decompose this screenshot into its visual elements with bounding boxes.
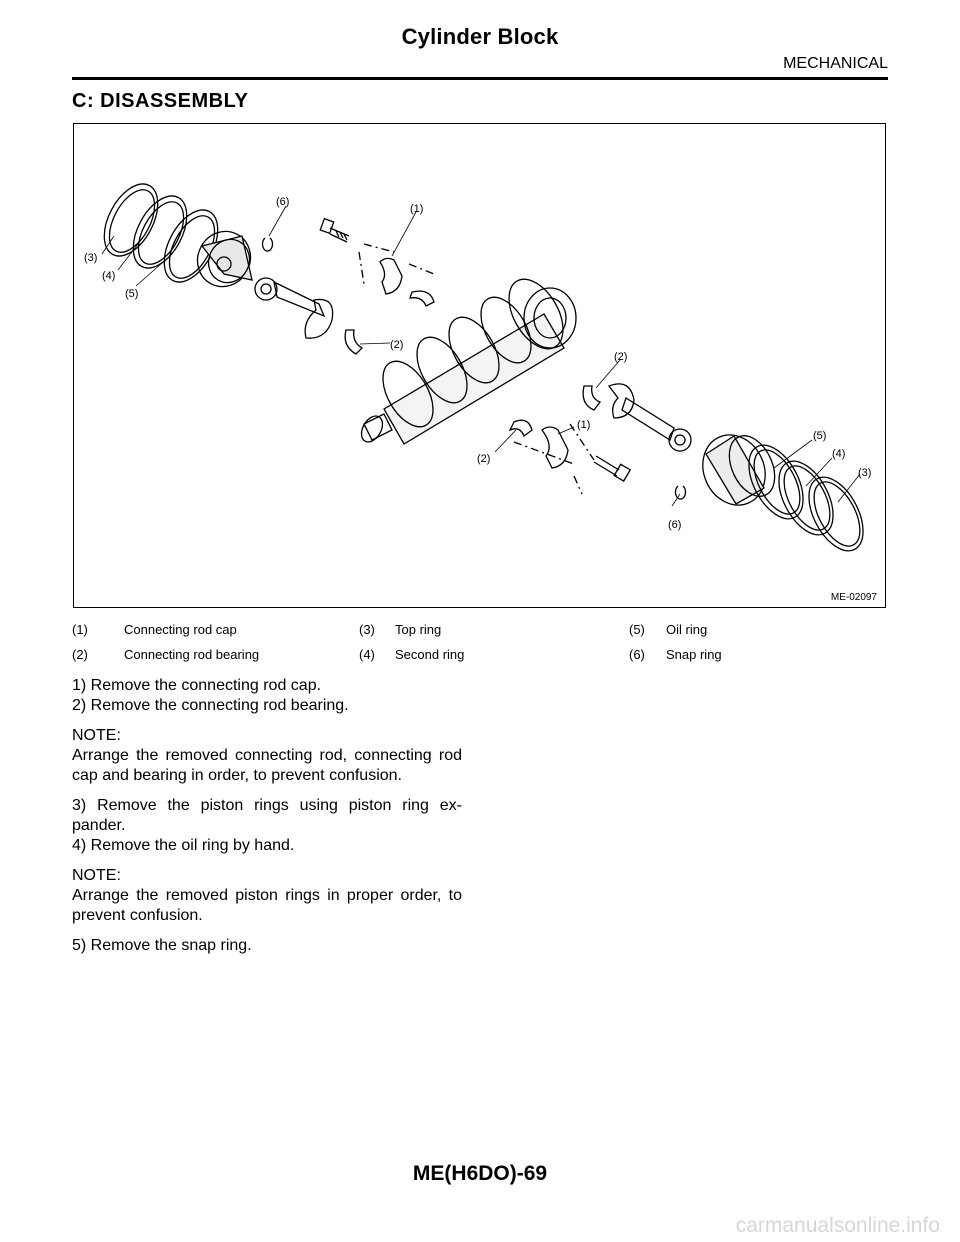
left-bolt xyxy=(320,219,349,242)
section-heading: C: DISASSEMBLY xyxy=(72,90,249,112)
right-bearing-upper xyxy=(583,386,600,410)
callout-4-left: (4) xyxy=(102,270,116,282)
page-code: ME(H6DO)-69 xyxy=(412,1162,548,1185)
callout-5-left: (5) xyxy=(125,288,139,300)
legend-num: (6) xyxy=(629,647,645,662)
section-tag: MECHANICAL xyxy=(783,55,888,72)
legend-num: (2) xyxy=(72,647,88,662)
callout-1-right: (1) xyxy=(577,419,591,431)
right-bearing-lower xyxy=(510,420,532,436)
exploded-diagram xyxy=(73,123,886,608)
legend-num: (4) xyxy=(359,647,375,662)
legend-num: (3) xyxy=(359,622,375,637)
callout-4-right: (4) xyxy=(832,448,846,460)
diagram-illustration xyxy=(74,124,885,607)
callout-2-right-lower: (2) xyxy=(477,453,491,465)
callout-6-left: (6) xyxy=(276,196,290,208)
left-bearing-lower xyxy=(345,330,362,354)
figure-legend xyxy=(72,622,888,672)
callout-3-right: (3) xyxy=(858,467,872,479)
right-bolt xyxy=(594,456,630,481)
legend-row xyxy=(72,622,888,647)
watermark: carmanualsonline.info xyxy=(735,1214,940,1237)
legend-label: Top ring xyxy=(395,622,442,637)
left-second-ring xyxy=(122,187,197,277)
left-snap-ring xyxy=(263,238,273,251)
callout-1-left: (1) xyxy=(410,203,424,215)
header-rule xyxy=(72,77,888,80)
right-connecting-rod xyxy=(609,384,691,451)
callout-6-right: (6) xyxy=(668,519,682,531)
step-5: 5) Remove the snap ring. xyxy=(72,937,252,954)
callout-3-left: (3) xyxy=(84,252,98,264)
callout-2-right-upper: (2) xyxy=(614,351,628,363)
figure-id: ME-02097 xyxy=(830,592,877,603)
left-connecting-rod xyxy=(255,278,333,338)
procedure-text xyxy=(72,676,462,956)
note-label: NOTE: xyxy=(72,867,121,884)
step-1: 1) Remove the connecting rod cap. xyxy=(72,677,322,694)
callout-5-right: (5) xyxy=(813,430,827,442)
right-rod-cap xyxy=(542,427,568,468)
right-piston xyxy=(692,425,784,516)
crankshaft xyxy=(357,270,576,446)
left-rod-cap xyxy=(380,258,402,294)
step-4: 4) Remove the oil ring by hand. xyxy=(72,837,295,854)
note-text: Arrange the removed piston rings in proper order, to prevent confusion. xyxy=(72,887,462,924)
page-title: Cylinder Block xyxy=(401,24,559,49)
left-top-ring xyxy=(93,175,168,265)
legend-row xyxy=(72,647,888,672)
legend-label: Oil ring xyxy=(666,622,708,637)
legend-num: (5) xyxy=(629,622,645,637)
legend-label: Second ring xyxy=(395,647,465,662)
right-second-ring xyxy=(768,452,844,543)
left-bearing-upper xyxy=(410,291,434,306)
note-text: Arrange the removed connecting rod, connecting rod cap and bearing in order, to prevent confusion. xyxy=(72,747,462,784)
right-snap-ring xyxy=(676,486,686,499)
legend-num: (1) xyxy=(72,622,88,637)
note-label: NOTE: xyxy=(72,727,121,744)
legend-label: Connecting rod cap xyxy=(124,622,237,637)
left-piston xyxy=(188,222,260,296)
step-3: 3) Remove the piston rings using piston ring ex-pander. xyxy=(72,797,462,834)
legend-label: Snap ring xyxy=(666,647,722,662)
callout-2-left: (2) xyxy=(390,339,404,351)
legend-label: Connecting rod bearing xyxy=(124,647,260,662)
step-2: 2) Remove the connecting rod bearing. xyxy=(72,697,349,714)
